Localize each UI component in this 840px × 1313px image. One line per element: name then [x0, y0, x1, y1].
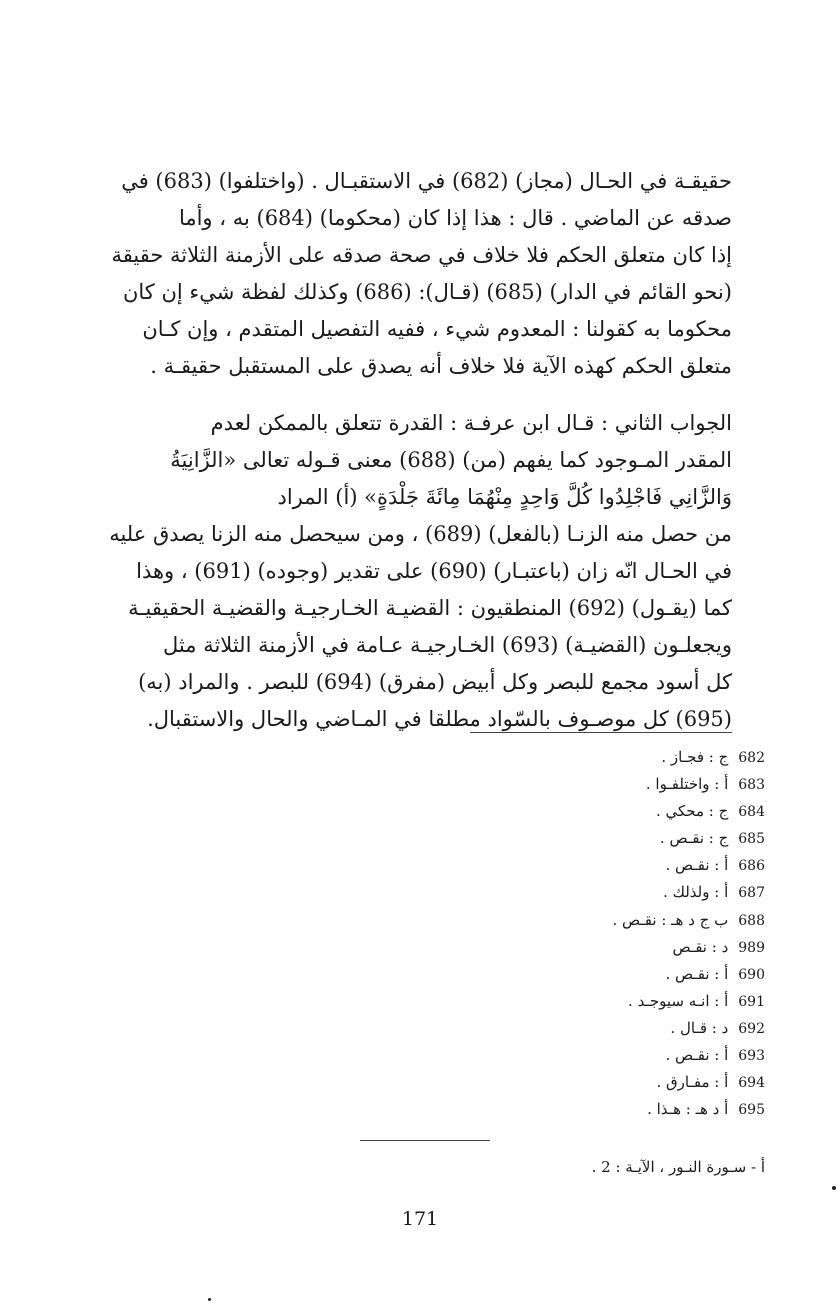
footnote-text: أ : انـه سيوجـد . [628, 991, 729, 1010]
footnote-number: 692 [738, 1020, 765, 1037]
footnote-item [520, 744, 765, 771]
footnote-divider [470, 732, 732, 733]
footnote-text: د : قـال . [670, 1018, 729, 1037]
footnote-text: أ : مفـارق . [656, 1073, 729, 1092]
footnote-number: 693 [738, 1048, 765, 1065]
footnote-item [520, 798, 765, 825]
reference-divider [360, 1140, 490, 1141]
footnote-text: ج : محكي . [655, 802, 729, 821]
page-number: 171 [401, 1208, 439, 1230]
footnote-number: 685 [738, 831, 765, 848]
footnote-text: أ د هـ : هـذا . [647, 1100, 729, 1119]
footnote-text: ج : نقـص . [659, 829, 729, 848]
footnote-text: أ : ولذلك . [663, 883, 729, 902]
footnote-item [520, 907, 765, 934]
scan-speck [208, 1298, 211, 1301]
footnote-number: 683 [738, 777, 765, 794]
paragraph-2 [100, 405, 732, 738]
text-line: (نحو القائم في الدار) (685) (قـال): (686) وكذلك لفظة شيء إن كان [122, 280, 732, 304]
text-line: في الحـال انّه زان (باعتبـار) (690) على تقدير (وجوده) (691) ، وهذا [136, 559, 732, 583]
main-text [100, 163, 732, 738]
footnote-number: 688 [738, 912, 765, 929]
footnote-text: أ : نقـص . [665, 1046, 729, 1065]
text-line: كل أسود مجمع للبصر وكل أبيض (مفرق) (694) للبصر . والمراد (به) [138, 670, 732, 694]
footnote-number: 684 [738, 804, 765, 821]
paragraph-gap [100, 385, 732, 405]
footnote-text: أ : نقـص . [665, 964, 729, 983]
footnote-number: 989 [738, 939, 765, 956]
footnote-text: د : نقـص [672, 937, 729, 956]
footnote-item [520, 1015, 765, 1042]
footnote-item [520, 852, 765, 879]
text-line: من حصل منه الزنـا (بالفعل) (689) ، ومن سيحصل منه الزنا يصدق عليه [109, 522, 732, 546]
paragraph-1 [100, 163, 732, 385]
footnote-text: أ : واختلفـوا . [645, 775, 729, 794]
footnote-item [520, 771, 765, 798]
footnote-number: 687 [738, 885, 765, 902]
footnote-item [520, 1042, 765, 1069]
footnote-item [520, 961, 765, 988]
footnote-item [520, 1069, 765, 1096]
footnote-item [520, 879, 765, 906]
scan-speck [832, 1186, 836, 1190]
footnote-number: 695 [738, 1102, 765, 1119]
text-line: حقيقـة في الحـال (مجاز) (682) في الاستقبـال . (واختلفوا) (683) في [121, 169, 732, 193]
footnote-number: 682 [738, 750, 765, 766]
text-line: المقدر المـوجود كما يفهم (من) (688) معنى قـوله تعالى «الزَّانِيَةُ [170, 448, 732, 472]
footnote-item [520, 934, 765, 961]
footnote-text: ب ج د هـ : نقـص . [612, 910, 729, 929]
footnotes-list [520, 744, 765, 1123]
text-line: (695) كل موصـوف بالسّواد مطلقا في المـاضي والحال والاستقبال. [147, 707, 732, 731]
footnote-item [520, 1096, 765, 1123]
footnote-number: 686 [738, 858, 765, 875]
footnote-number: 691 [738, 993, 765, 1010]
text-line: إذا كان متعلق الحكم فلا خلاف في صحة صدقه على الأزمنة الثلاثة حقيقة [111, 243, 732, 267]
text-line: صدقه عن الماضي . قال : هذا إذا كان (محكوما) (684) به ، وأما [178, 206, 732, 230]
text-line: محكوما به كقولنا : المعدوم شيء ، ففيه التفصيل المتقدم ، وإن كـان [142, 317, 732, 341]
text-line: ويجعلـون (القضيـة) (693) الخـارجيـة عـامة في الأزمنة الثلاثة مثل [163, 633, 732, 657]
footnote-item [520, 825, 765, 852]
text-line: كما (يقـول) (692) المنطقيون : القضيـة الخـارجيـة والقضيـة الحقيقيـة [128, 596, 732, 620]
text-line: الجواب الثاني : قـال ابن عرفـة : القدرة تتعلق بالممكن لعدم [210, 411, 732, 435]
reference-note: أ - سـورة النـور ، الآيـة : 2 . [591, 1158, 765, 1176]
text-line: وَالزَّانِي فَاجْلِدُوا كُلَّ وَاحِدٍ مِنْهُمَا مِائَةَ جَلْدَةٍ» (أ) المراد [277, 485, 732, 509]
footnote-text: ج : فجـاز . [661, 748, 729, 766]
footnote-item [520, 988, 765, 1015]
footnote-number: 694 [738, 1075, 765, 1092]
footnote-number: 690 [738, 966, 765, 983]
footnote-text: أ : نقـص . [665, 856, 729, 875]
text-line: متعلق الحكم كهذه الآية فلا خلاف أنه يصدق على المستقبل حقيقـة . [150, 354, 732, 378]
